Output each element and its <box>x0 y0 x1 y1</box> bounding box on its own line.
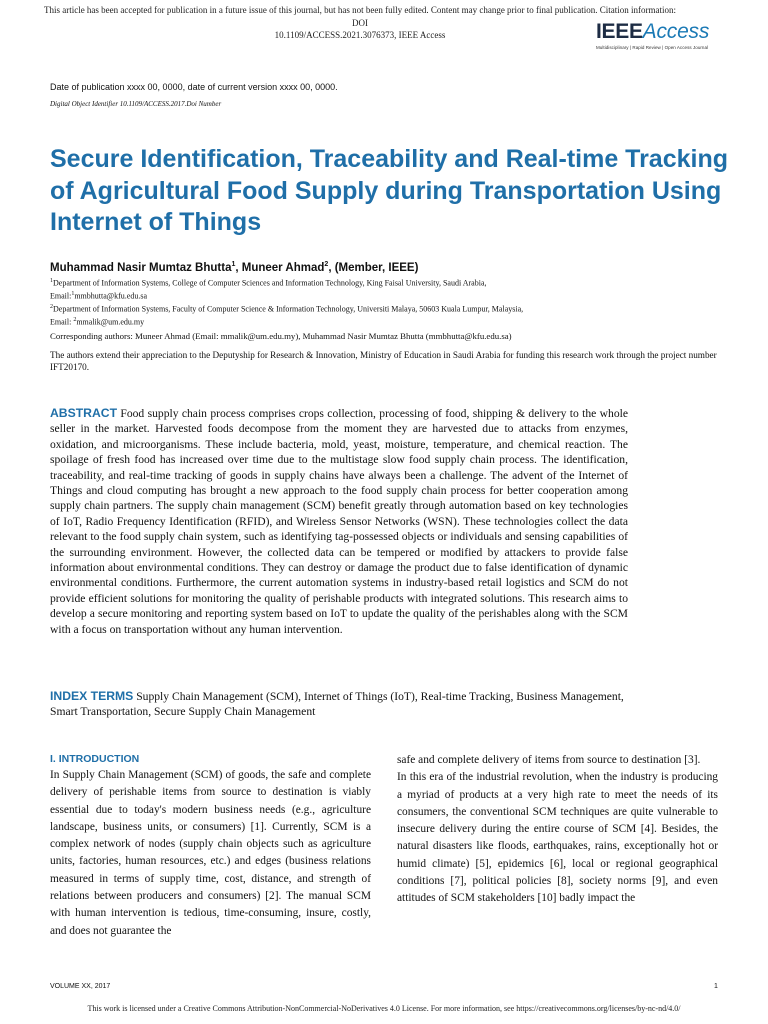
footer-license: This work is licensed under a Creative Commons Attribution-NonCommercial-NoDerivatives 4.0 License. For more information, see https://creativecommons.org/licenses/by-nc-nd/4.0/ <box>87 1004 681 1013</box>
author-list <box>50 261 418 274</box>
affiliation-2 <box>50 302 730 315</box>
affiliation-2-email-line <box>50 315 730 328</box>
acceptance-notice-line1: This article has been accepted for publication in a future issue of this journal, but has not been fully edited. Content may change prior to final publication. Citation information: DOI <box>43 5 677 28</box>
index-terms <box>50 689 650 720</box>
introduction-heading: I. INTRODUCTION <box>50 753 140 765</box>
body-column-right <box>397 752 718 908</box>
affiliation-2-text: Department of Information Systems, Faculty of Computer Science & Information Technology, Universiti Malaya, 50603 Kuala Lumpur, Malaysia, <box>53 304 524 314</box>
introduction-paragraph-1: In Supply Chain Management (SCM) of goods, the safe and complete delivery of perishable items from source to destination is viably essential due to today's modern business needs (e.g., agriculture landscape, business units, or consumers) [1]. Currently, SCM is a complex network of nodes (supply chain objects such as agriculture units, factories, human resources, etc.) and edges (business relations measured in terms of supply time, cost, distance, and strength of relations between producers and consumers) [2]. The manual SCM with human intervention is tedious, time-consuming, insure, costly, and does not guarantee the <box>50 769 371 937</box>
affiliation-1-email-mark: 1 <box>71 290 75 297</box>
affiliation-2-email-prefix: Email: <box>50 317 74 327</box>
logo-tagline: Multidisciplinary | Rapid Review | Open Access Journal <box>596 45 709 50</box>
abstract-label: ABSTRACT <box>50 406 118 420</box>
affiliation-2-email: mmalik@um.edu.my <box>76 317 145 327</box>
author-2-affiliation-mark: 2 <box>324 261 329 268</box>
author-2-name: Muneer Ahmad <box>241 261 325 274</box>
publication-date: Date of publication xxxx 00, 0000, date of current version xxxx 00, 0000. <box>50 82 338 92</box>
affiliation-1-text: Department of Information Systems, College of Computer Sciences and Information Technology, King Faisal University, Saudi Arabia, <box>53 278 487 288</box>
acceptance-notice <box>40 4 680 42</box>
abstract <box>50 406 628 637</box>
affiliation-1-email-prefix: Email: <box>50 291 72 301</box>
doi-identifier: Digital Object Identifier 10.1109/ACCESS.2017.Doi Number <box>50 100 222 108</box>
footer-volume: VOLUME XX, 2017 <box>50 983 111 990</box>
index-terms-text: Supply Chain Management (SCM), Internet of Things (IoT), Real-time Tracking, Business Management, Smart Transportation, Secure Supply Chain Management <box>50 690 624 719</box>
introduction-paragraph-2: In this era of the industrial revolution, when the industry is producing a myriad of products at a very high rate to meet the needs of its consumers, the conventional SCM techniques are quite vulnerable to insecure delivery during the entire course of SCM [4]. Besides, the natural disasters like floods, earthquakes, rains, exceptionally hot or humid climate) [5], epidemics [6], local or regional geographical conditions [7], political policies [8], society norms [9], and even attitudes of SCM stakeholders [10] badly impact the <box>397 771 718 905</box>
corresponding-authors: Corresponding authors: Muneer Ahmad (Email: mmalik@um.edu.my), Muhammad Nasir Mumtaz Bhutta (mmbhutta@kfu.edu.sa) <box>50 331 512 341</box>
logo-word-access: Access <box>642 20 710 43</box>
ieee-access-logo <box>596 21 732 57</box>
index-terms-label: INDEX TERMS <box>50 689 134 703</box>
body-column-left <box>50 752 371 940</box>
footer-page-number: 1 <box>714 983 718 990</box>
affiliation-1-email-line <box>50 289 730 302</box>
affiliation-1-mark: 1 <box>50 278 53 284</box>
logo-wordmark <box>596 21 732 43</box>
affiliation-2-email-mark: 2 <box>73 316 77 323</box>
logo-word-ieee: IEEE <box>596 20 643 43</box>
introduction-paragraph-1-continued: safe and complete delivery of items from source to destination [3]. <box>397 754 701 766</box>
affiliation-2-mark: 2 <box>50 303 53 310</box>
author-separator: , <box>235 261 242 274</box>
author-1-name: Muhammad Nasir Mumtaz Bhutta <box>50 261 232 274</box>
acceptance-notice-line2: 10.1109/ACCESS.2021.3076373, IEEE Access <box>274 30 446 40</box>
author-1-affiliation-mark: 1 <box>231 261 236 268</box>
affiliations <box>50 276 730 327</box>
paper-title: Secure Identification, Traceability and Real-time Tracking of Agricultural Food Supply during Transportation Using Internet of Things <box>50 145 728 236</box>
funding-acknowledgment: The authors extend their appreciation to the Deputyship for Research & Innovation, Ministry of Education in Saudi Arabia for funding this research work through the project number IFT20170. <box>50 350 717 372</box>
affiliation-1 <box>50 276 730 289</box>
abstract-text: Food supply chain process comprises crops collection, processing of food, shipping & delivery to the whole seller in the market. Harvested foods decompose from the moment they are harvested due to attacks from enzymes, oxidation, and microorganisms. These include bacteria, mold, yeast, moisture, temperature, and chemical reaction. The spoilage of fresh food has increased over time due to the multistage slow food supply chain process. The identification, traceability, and real-time tracking of goods in supply chains have always been a challenge. The advent of the Internet of Things and cloud computing has brought a new approach to the food supply chain process for better cooperation among supply chain partners. The supply chain management (SCM) benefit greatly through automation based on key technologies of IoT, Radio Frequency Identification (RFID), and Wireless Sensor Networks (WSN). These technologies collect the data relevant to the food supply chain system, such as identifying tag-possessed objects or individuals and sensing capabilities of the surrounding environment. However, the collected data can be tempered or modified by attackers to provide false information about environmental conditions. They can destroy or damage the product due to false identification of dynamic environmental conditions. Furthermore, the current automation systems in industry-based retail logistics and SCM do not provide efficient solutions for monitoring the quality of perishable products with integrated solutions. This research aims to develop a secure monitoring and reporting system based on IoT to update the quality of the perishables along with the SCM with a focus on transportation without any human intervention. <box>50 407 628 636</box>
author-2-suffix: , (Member, IEEE) <box>328 261 419 274</box>
affiliation-1-email: mmbhutta@kfu.edu.sa <box>74 291 148 301</box>
